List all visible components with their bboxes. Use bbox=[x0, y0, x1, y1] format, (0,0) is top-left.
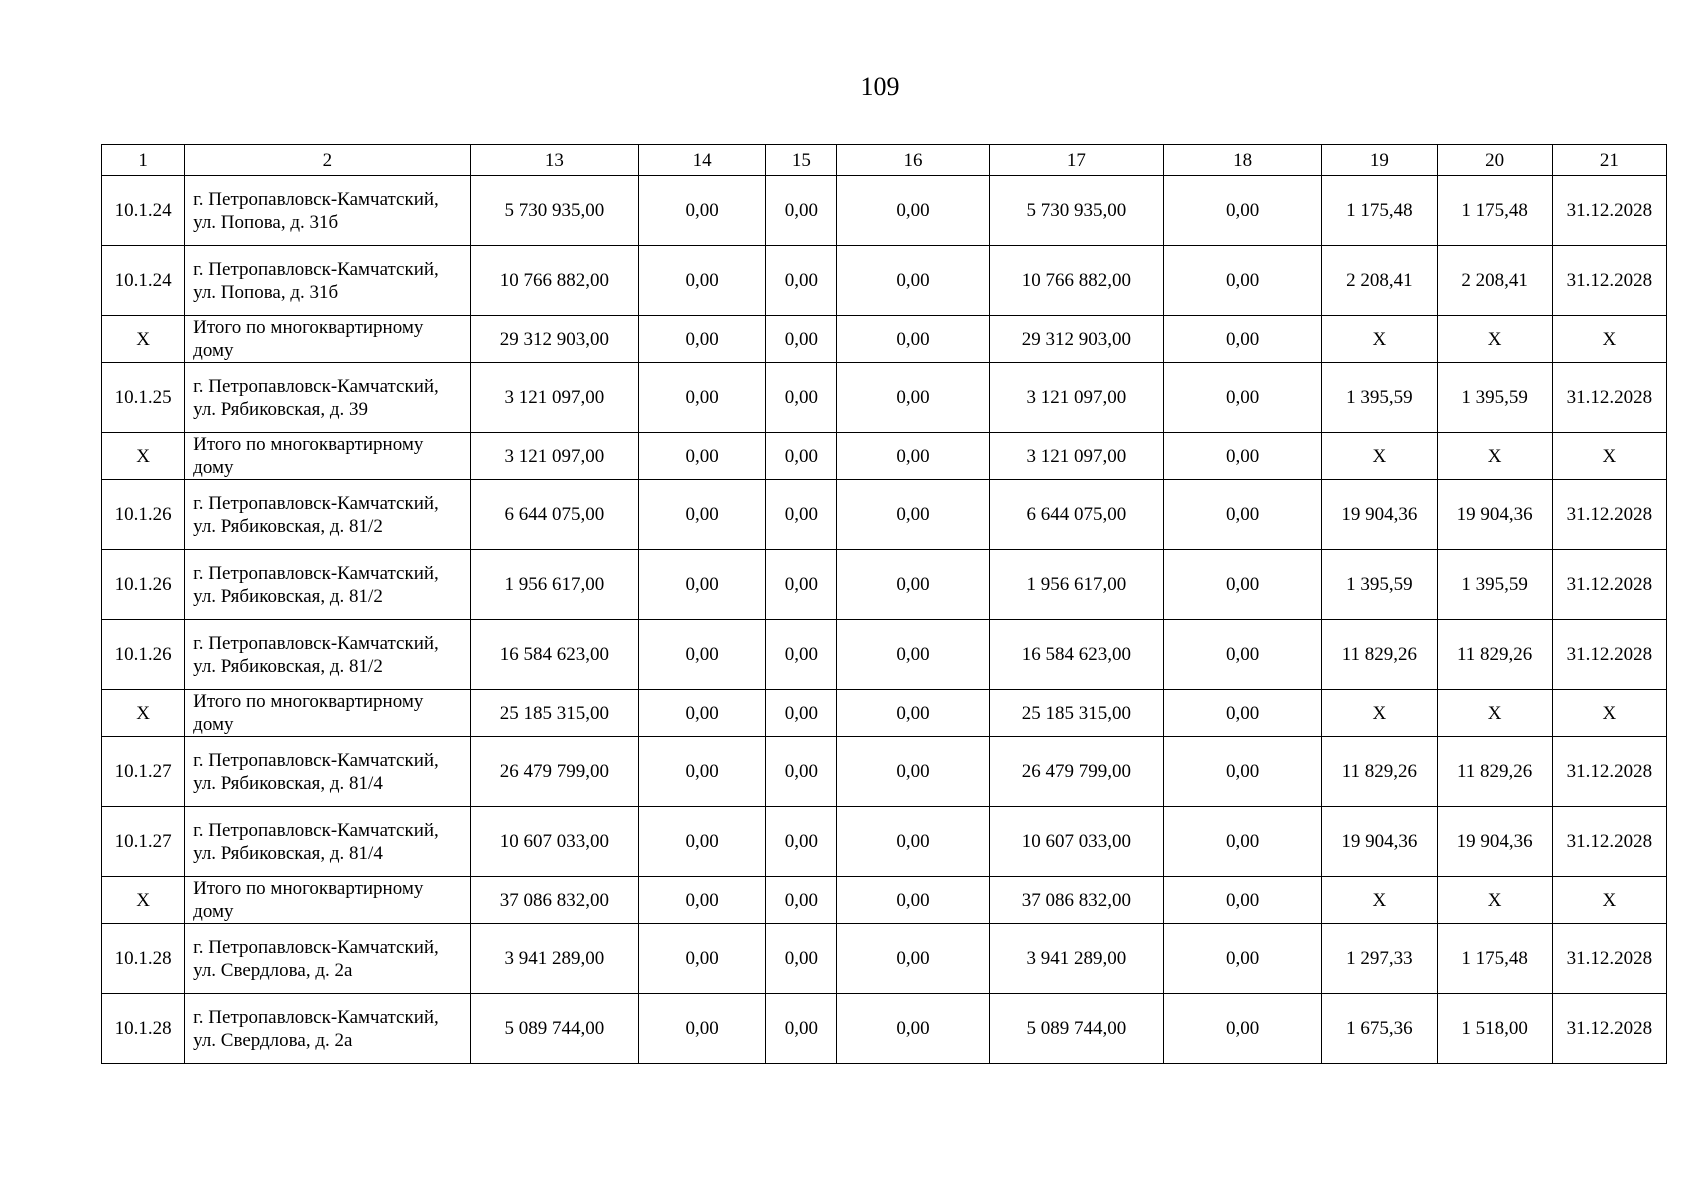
cell-col-21: 31.12.2028 bbox=[1552, 176, 1666, 246]
table-header bbox=[102, 145, 1667, 176]
cell-col-15: 0,00 bbox=[766, 737, 837, 807]
cell-col-20: 1 518,00 bbox=[1437, 994, 1552, 1064]
cell-col-21: 31.12.2028 bbox=[1552, 480, 1666, 550]
cell-address: Итого по многоквартирному дому bbox=[185, 690, 471, 737]
cell-row-number: 10.1.28 bbox=[102, 924, 185, 994]
header-cell: 19 bbox=[1322, 145, 1437, 176]
cell-col-20: X bbox=[1437, 316, 1552, 363]
cell-col-19: 19 904,36 bbox=[1322, 480, 1437, 550]
header-cell: 15 bbox=[766, 145, 837, 176]
cell-col-13: 16 584 623,00 bbox=[470, 620, 638, 690]
header-cell: 1 bbox=[102, 145, 185, 176]
table-body bbox=[102, 176, 1667, 1064]
cell-col-14: 0,00 bbox=[639, 480, 766, 550]
table-row bbox=[102, 246, 1667, 316]
cell-col-18: 0,00 bbox=[1163, 877, 1321, 924]
cell-col-18: 0,00 bbox=[1163, 363, 1321, 433]
cell-col-20: X bbox=[1437, 433, 1552, 480]
cell-col-19: 1 175,48 bbox=[1322, 176, 1437, 246]
cell-col-16: 0,00 bbox=[837, 316, 989, 363]
cell-row-number: X bbox=[102, 690, 185, 737]
cell-row-number: 10.1.26 bbox=[102, 550, 185, 620]
cell-col-14: 0,00 bbox=[639, 807, 766, 877]
cell-col-15: 0,00 bbox=[766, 690, 837, 737]
cell-row-number: 10.1.24 bbox=[102, 176, 185, 246]
cell-col-19: X bbox=[1322, 316, 1437, 363]
cell-row-number: 10.1.26 bbox=[102, 620, 185, 690]
cell-col-15: 0,00 bbox=[766, 550, 837, 620]
cell-col-18: 0,00 bbox=[1163, 737, 1321, 807]
cell-col-19: 1 395,59 bbox=[1322, 363, 1437, 433]
cell-col-17: 5 730 935,00 bbox=[989, 176, 1163, 246]
cell-col-16: 0,00 bbox=[837, 176, 989, 246]
cell-col-17: 26 479 799,00 bbox=[989, 737, 1163, 807]
cell-address: г. Петропавловск-Камчатский, ул. Попова, д. 31б bbox=[185, 246, 471, 316]
cell-col-13: 5 089 744,00 bbox=[470, 994, 638, 1064]
header-cell: 14 bbox=[639, 145, 766, 176]
table-row bbox=[102, 176, 1667, 246]
cell-row-number: 10.1.28 bbox=[102, 994, 185, 1064]
cell-col-17: 29 312 903,00 bbox=[989, 316, 1163, 363]
cell-col-13: 10 607 033,00 bbox=[470, 807, 638, 877]
cell-col-20: X bbox=[1437, 877, 1552, 924]
cell-col-17: 25 185 315,00 bbox=[989, 690, 1163, 737]
cell-col-20: 2 208,41 bbox=[1437, 246, 1552, 316]
cell-col-15: 0,00 bbox=[766, 994, 837, 1064]
cell-col-21: 31.12.2028 bbox=[1552, 363, 1666, 433]
cell-col-18: 0,00 bbox=[1163, 176, 1321, 246]
cell-col-16: 0,00 bbox=[837, 480, 989, 550]
cell-col-21: 31.12.2028 bbox=[1552, 994, 1666, 1064]
cell-col-21: 31.12.2028 bbox=[1552, 924, 1666, 994]
cell-row-number: 10.1.26 bbox=[102, 480, 185, 550]
cell-address: Итого по многоквартирному дому bbox=[185, 877, 471, 924]
cell-col-17: 16 584 623,00 bbox=[989, 620, 1163, 690]
cell-row-number: 10.1.25 bbox=[102, 363, 185, 433]
cell-address: Итого по многоквартирному дому bbox=[185, 433, 471, 480]
cell-col-20: 11 829,26 bbox=[1437, 737, 1552, 807]
cell-col-15: 0,00 bbox=[766, 480, 837, 550]
header-cell: 16 bbox=[837, 145, 989, 176]
cell-col-19: X bbox=[1322, 433, 1437, 480]
cell-col-13: 10 766 882,00 bbox=[470, 246, 638, 316]
cell-col-16: 0,00 bbox=[837, 246, 989, 316]
cell-col-14: 0,00 bbox=[639, 877, 766, 924]
cell-col-17: 10 766 882,00 bbox=[989, 246, 1163, 316]
cell-col-14: 0,00 bbox=[639, 316, 766, 363]
cell-col-18: 0,00 bbox=[1163, 994, 1321, 1064]
cell-col-17: 10 607 033,00 bbox=[989, 807, 1163, 877]
cell-col-19: 1 297,33 bbox=[1322, 924, 1437, 994]
table-total-row bbox=[102, 433, 1667, 480]
table-row bbox=[102, 550, 1667, 620]
cell-col-13: 3 941 289,00 bbox=[470, 924, 638, 994]
cell-col-20: 11 829,26 bbox=[1437, 620, 1552, 690]
cell-col-20: 19 904,36 bbox=[1437, 807, 1552, 877]
cell-col-19: 1 395,59 bbox=[1322, 550, 1437, 620]
cell-col-17: 6 644 075,00 bbox=[989, 480, 1163, 550]
cell-col-16: 0,00 bbox=[837, 363, 989, 433]
cell-col-17: 3 121 097,00 bbox=[989, 363, 1163, 433]
cell-address: г. Петропавловск-Камчатский, ул. Рябиковская, д. 81/2 bbox=[185, 550, 471, 620]
cell-col-13: 3 121 097,00 bbox=[470, 433, 638, 480]
cell-address: г. Петропавловск-Камчатский, ул. Попова, д. 31б bbox=[185, 176, 471, 246]
cell-col-19: 2 208,41 bbox=[1322, 246, 1437, 316]
cell-col-15: 0,00 bbox=[766, 877, 837, 924]
cell-col-15: 0,00 bbox=[766, 807, 837, 877]
cell-row-number: 10.1.27 bbox=[102, 807, 185, 877]
page-number: 109 bbox=[860, 72, 900, 101]
header-cell: 20 bbox=[1437, 145, 1552, 176]
cell-col-20: 19 904,36 bbox=[1437, 480, 1552, 550]
cell-col-16: 0,00 bbox=[837, 550, 989, 620]
cell-col-18: 0,00 bbox=[1163, 433, 1321, 480]
cell-col-21: 31.12.2028 bbox=[1552, 737, 1666, 807]
cell-col-19: 1 675,36 bbox=[1322, 994, 1437, 1064]
cell-col-16: 0,00 bbox=[837, 690, 989, 737]
cell-col-13: 6 644 075,00 bbox=[470, 480, 638, 550]
cell-col-13: 5 730 935,00 bbox=[470, 176, 638, 246]
cell-col-18: 0,00 bbox=[1163, 246, 1321, 316]
header-cell: 18 bbox=[1163, 145, 1321, 176]
cell-row-number: 10.1.27 bbox=[102, 737, 185, 807]
cell-col-21: X bbox=[1552, 433, 1666, 480]
cell-col-21: 31.12.2028 bbox=[1552, 807, 1666, 877]
cell-col-15: 0,00 bbox=[766, 316, 837, 363]
cell-row-number: X bbox=[102, 877, 185, 924]
cell-address: г. Петропавловск-Камчатский, ул. Свердлова, д. 2а bbox=[185, 924, 471, 994]
cell-col-15: 0,00 bbox=[766, 363, 837, 433]
header-cell: 17 bbox=[989, 145, 1163, 176]
cell-address: г. Петропавловск-Камчатский, ул. Рябиковская, д. 81/2 bbox=[185, 480, 471, 550]
cell-col-20: 1 175,48 bbox=[1437, 176, 1552, 246]
cell-col-15: 0,00 bbox=[766, 924, 837, 994]
cell-col-21: X bbox=[1552, 690, 1666, 737]
table-row bbox=[102, 737, 1667, 807]
cell-col-16: 0,00 bbox=[837, 737, 989, 807]
cell-col-16: 0,00 bbox=[837, 433, 989, 480]
cell-col-21: 31.12.2028 bbox=[1552, 550, 1666, 620]
cell-col-18: 0,00 bbox=[1163, 924, 1321, 994]
header-cell: 2 bbox=[185, 145, 471, 176]
cell-col-20: 1 175,48 bbox=[1437, 924, 1552, 994]
cell-col-13: 1 956 617,00 bbox=[470, 550, 638, 620]
cell-col-14: 0,00 bbox=[639, 550, 766, 620]
cell-row-number: X bbox=[102, 316, 185, 363]
cell-col-13: 37 086 832,00 bbox=[470, 877, 638, 924]
cell-col-20: X bbox=[1437, 690, 1552, 737]
cell-col-18: 0,00 bbox=[1163, 690, 1321, 737]
cell-col-19: X bbox=[1322, 877, 1437, 924]
cell-col-13: 29 312 903,00 bbox=[470, 316, 638, 363]
data-table bbox=[101, 144, 1667, 1064]
cell-col-19: X bbox=[1322, 690, 1437, 737]
cell-col-15: 0,00 bbox=[766, 620, 837, 690]
table-row bbox=[102, 924, 1667, 994]
cell-col-19: 19 904,36 bbox=[1322, 807, 1437, 877]
cell-col-14: 0,00 bbox=[639, 433, 766, 480]
cell-col-14: 0,00 bbox=[639, 924, 766, 994]
cell-address: г. Петропавловск-Камчатский, ул. Рябиковская, д. 81/2 bbox=[185, 620, 471, 690]
cell-col-21: X bbox=[1552, 316, 1666, 363]
cell-address: г. Петропавловск-Камчатский, ул. Рябиковская, д. 81/4 bbox=[185, 737, 471, 807]
cell-col-15: 0,00 bbox=[766, 246, 837, 316]
cell-col-14: 0,00 bbox=[639, 176, 766, 246]
cell-col-18: 0,00 bbox=[1163, 316, 1321, 363]
table-row bbox=[102, 807, 1667, 877]
cell-col-14: 0,00 bbox=[639, 620, 766, 690]
cell-col-18: 0,00 bbox=[1163, 480, 1321, 550]
cell-col-19: 11 829,26 bbox=[1322, 620, 1437, 690]
cell-col-13: 26 479 799,00 bbox=[470, 737, 638, 807]
table-row bbox=[102, 480, 1667, 550]
cell-col-19: 11 829,26 bbox=[1322, 737, 1437, 807]
cell-col-15: 0,00 bbox=[766, 433, 837, 480]
cell-address: г. Петропавловск-Камчатский, ул. Рябиковская, д. 81/4 bbox=[185, 807, 471, 877]
cell-col-14: 0,00 bbox=[639, 994, 766, 1064]
cell-col-14: 0,00 bbox=[639, 690, 766, 737]
cell-col-14: 0,00 bbox=[639, 363, 766, 433]
header-cell: 13 bbox=[470, 145, 638, 176]
table-total-row bbox=[102, 690, 1667, 737]
cell-col-15: 0,00 bbox=[766, 176, 837, 246]
table-row bbox=[102, 994, 1667, 1064]
cell-col-17: 3 121 097,00 bbox=[989, 433, 1163, 480]
cell-col-21: 31.12.2028 bbox=[1552, 246, 1666, 316]
header-cell: 21 bbox=[1552, 145, 1666, 176]
cell-row-number: 10.1.24 bbox=[102, 246, 185, 316]
cell-col-14: 0,00 bbox=[639, 737, 766, 807]
cell-col-16: 0,00 bbox=[837, 994, 989, 1064]
cell-col-17: 5 089 744,00 bbox=[989, 994, 1163, 1064]
cell-col-16: 0,00 bbox=[837, 877, 989, 924]
cell-address: г. Петропавловск-Камчатский, ул. Свердлова, д. 2а bbox=[185, 994, 471, 1064]
cell-col-17: 1 956 617,00 bbox=[989, 550, 1163, 620]
cell-col-13: 25 185 315,00 bbox=[470, 690, 638, 737]
cell-col-18: 0,00 bbox=[1163, 620, 1321, 690]
cell-col-20: 1 395,59 bbox=[1437, 550, 1552, 620]
cell-address: г. Петропавловск-Камчатский, ул. Рябиковская, д. 39 bbox=[185, 363, 471, 433]
cell-col-21: X bbox=[1552, 877, 1666, 924]
cell-col-16: 0,00 bbox=[837, 620, 989, 690]
table-total-row bbox=[102, 316, 1667, 363]
table-row bbox=[102, 620, 1667, 690]
cell-col-17: 3 941 289,00 bbox=[989, 924, 1163, 994]
table-total-row bbox=[102, 877, 1667, 924]
table-row bbox=[102, 363, 1667, 433]
header-row bbox=[102, 145, 1667, 176]
cell-col-17: 37 086 832,00 bbox=[989, 877, 1163, 924]
cell-row-number: X bbox=[102, 433, 185, 480]
cell-col-18: 0,00 bbox=[1163, 807, 1321, 877]
cell-col-13: 3 121 097,00 bbox=[470, 363, 638, 433]
cell-col-20: 1 395,59 bbox=[1437, 363, 1552, 433]
cell-col-14: 0,00 bbox=[639, 246, 766, 316]
cell-col-16: 0,00 bbox=[837, 924, 989, 994]
cell-address: Итого по многоквартирному дому bbox=[185, 316, 471, 363]
cell-col-16: 0,00 bbox=[837, 807, 989, 877]
cell-col-18: 0,00 bbox=[1163, 550, 1321, 620]
cell-col-21: 31.12.2028 bbox=[1552, 620, 1666, 690]
